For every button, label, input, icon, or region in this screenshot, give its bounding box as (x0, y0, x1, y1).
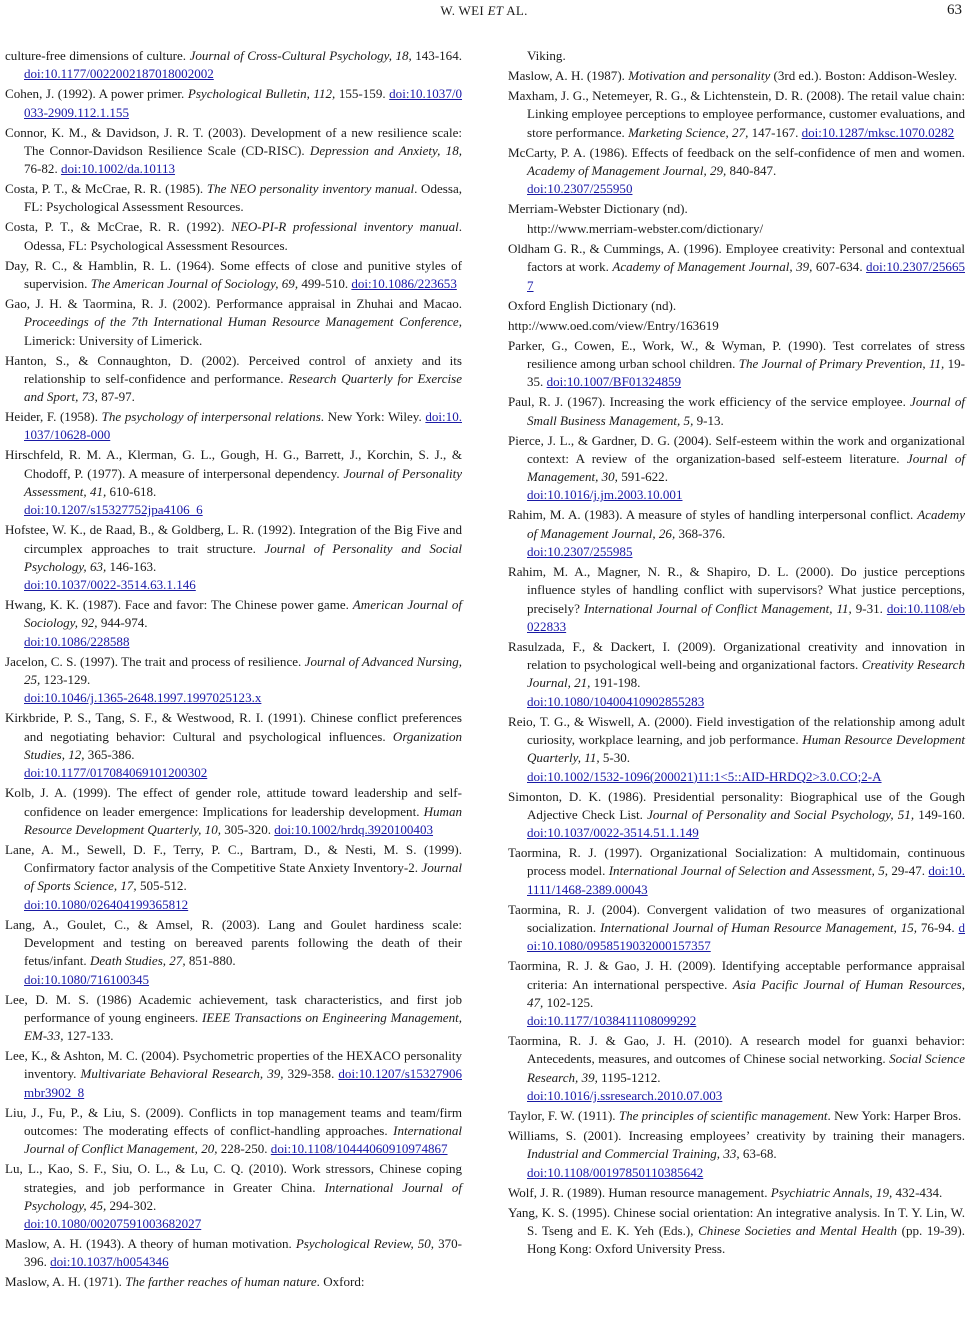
reference-source-title: The farther reaches of human nature (125, 1274, 317, 1290)
reference-source-title: Journal of Sports Science, 17, (24, 860, 462, 894)
doi-link[interactable]: doi:10.1007/BF01324859 (546, 374, 682, 390)
reference-text: 149-160. (914, 806, 965, 822)
reference-entry (508, 788, 965, 843)
reference-text: Merriam-Webster Dictionary (nd). (508, 201, 688, 217)
reference-source-title: International Journal of Psychology, 45, (24, 1179, 462, 1213)
reference-text: 87-97. (97, 389, 135, 405)
doi-link[interactable]: doi:10.1108/eb022833 (527, 600, 965, 634)
doi-link[interactable]: doi:10.1207/s15327752jpa4106_6 (24, 502, 203, 518)
reference-text: . New York: Harper Bros. (827, 1108, 962, 1124)
reference-text: Taormina, R. J. & Gao, J. H. (2009). Identifying acceptable performance appraisal criteria: An international perspective. (508, 958, 965, 992)
doi-link[interactable]: doi:10.2307/255985 (527, 543, 633, 559)
reference-source-title: Academy of Management Journal, 26, (527, 507, 965, 541)
doi-link[interactable]: doi:10.2307/256657 (527, 259, 965, 293)
doi-link[interactable]: doi:10.1046/j.1365-2648.1997.1997025123.x (24, 690, 262, 706)
reference-text: 155-159. (335, 86, 390, 102)
doi-link[interactable]: doi:10.1177/0022002187018002002 (24, 66, 214, 82)
reference-entry (508, 844, 965, 899)
doi-link[interactable]: doi:10.1037/0033-2909.112.1.155 (24, 86, 463, 120)
reference-text: Taormina, R. J. & Gao, J. H. (2010). A research model for guanxi behavior: Antecedents, measures, and outcomes of Chinese social networking. (508, 1033, 965, 1067)
doi-link[interactable]: doi:10.1177/1038411108099292 (527, 1013, 697, 1029)
reference-source-title: Organization Studies, 12, (24, 728, 462, 762)
reference-source-title: Journal of Personality and Social Psychology, 51, (647, 806, 915, 822)
reference-entry (508, 638, 965, 711)
reference-entry (508, 297, 965, 315)
reference-text: 123-129. (40, 672, 91, 688)
reference-entry (508, 1204, 965, 1259)
reference-text: . Odessa, FL: Psychological Assessment Resources. (24, 181, 462, 215)
reference-source-title: Journal of Cross-Cultural Psychology, 18, (189, 48, 412, 63)
reference-entry (508, 87, 965, 142)
reference-entry (5, 916, 462, 989)
reference-text: Gao, J. H. & Taormina, R. J. (2002). Performance appraisal in Zhuhai and Macao. (5, 295, 462, 311)
reference-text: Pierce, J. L., & Gardner, D. G. (2004). Self-esteem within the work and organizational context: A review of the organization-based self-esteem literature. (508, 432, 965, 466)
reference-text: Taormina, R. J. (1997). Organizational Socialization: A multidomain, continuous process model. (508, 845, 965, 879)
reference-source-title: Journal of Personality Assessment, 41, (24, 465, 462, 500)
reference-text: 5-30. (599, 750, 631, 766)
reference-text: Wolf, J. R. (1989). Human resource management. (508, 1184, 771, 1200)
references-column-left (5, 47, 462, 1293)
reference-text: 63-68. (739, 1146, 777, 1162)
running-head (0, 0, 968, 40)
reference-text: 19-35. (527, 355, 965, 390)
reference-entry (5, 521, 462, 594)
reference-text: 102-125. (543, 994, 594, 1010)
reference-source-title: Psychological Review, 50, (295, 1236, 435, 1252)
reference-source-title: Chinese Societies and Mental Health (698, 1222, 898, 1238)
running-head-title (0, 3, 968, 19)
reference-source-title: Creativity Research Journal, 21, (527, 657, 965, 691)
reference-entry (5, 180, 462, 217)
reference-text: 499-510. (298, 276, 352, 291)
reference-entry (5, 47, 462, 84)
reference-entry (5, 446, 462, 519)
reference-text: Heider, F. (1958). (5, 409, 102, 425)
reference-text: 294-302. (106, 1197, 157, 1213)
reference-entry (508, 220, 965, 238)
doi-link[interactable]: doi:10.1080/00207591003682027 (24, 1216, 202, 1232)
reference-source-title: Psychiatric Annals, 19, (770, 1184, 893, 1200)
doi-link[interactable]: doi:10.1037/0022-3514.63.1.146 (24, 577, 196, 593)
reference-text: Kolb, J. A. (1999). The effect of gender role, attitude toward leadership and self-confidence on leader emergence: Implications for leadership development. (5, 785, 462, 819)
reference-text: Liu, J., Fu, P., & Liu, S. (2009). Conflicts in top management teams and team/firm outcomes: The moderating effects of conflict-handling approaches. (5, 1104, 462, 1138)
doi-link[interactable]: doi:10.1080/10400410902855283 (527, 693, 705, 709)
reference-source-title: The NEO personality inventory manual (206, 181, 415, 197)
reference-source-title: Multivariate Behavioral Research, 39, (80, 1066, 284, 1082)
reference-text: 591-622. (617, 469, 668, 485)
doi-link[interactable]: doi:10.1016/j.jm.2003.10.001 (527, 487, 683, 503)
reference-text: Williams, S. (2001). Increasing employees’ creativity by training their managers. (508, 1128, 965, 1144)
reference-source-title: NEO-PI-R professional inventory manual (231, 219, 459, 235)
reference-source-title: International Journal of Selection and Assessment, 5, (608, 863, 888, 879)
reference-entry (508, 393, 965, 430)
reference-text: Taylor, F. W. (1911). (508, 1108, 619, 1124)
doi-link[interactable]: doi:10.2307/255950 (527, 181, 633, 197)
reference-text: Taormina, R. J. (2004). Convergent validation of two measures of organizational socialization. (508, 901, 965, 936)
reference-text: 432-434. (892, 1184, 943, 1200)
reference-text: Rasulzada, F., & Dackert, I. (2009). Organizational creativity and innovation in relation to psychological well-being and organizational factors. (508, 638, 965, 673)
reference-text: http://www.oed.com/view/Entry/163619 (508, 317, 719, 333)
reference-text: Costa, P. T., & McCrae, R. R. (1992). (5, 219, 232, 235)
doi-link[interactable]: doi:10.1287/mksc.1070.0282 (801, 124, 955, 140)
reference-text: 368-376. (675, 525, 726, 541)
reference-text: Lee, K., & Ashton, M. C. (2004). Psychometric properties of the HEXACO personality inventory. (5, 1048, 462, 1082)
reference-text: . Odessa, FL: Psychological Assessment Resources. (24, 219, 462, 253)
reference-text: Hofstee, W. K., de Raad, B., & Goldberg, L. R. (1992). Integration of the Big Five and circumplex approaches to trait structure. (5, 522, 462, 556)
doi-link[interactable]: doi:10.1002/1532-1096(200021)11:1<5::AID-HRDQ2>3.0.CO;2-A (527, 768, 882, 784)
reference-text: Cohen, J. (1992). A power primer. (5, 86, 188, 102)
reference-text: 9-13. (693, 412, 724, 428)
doi-link[interactable]: doi:10.1002/hrdq.3920100403 (274, 821, 434, 837)
reference-entry (5, 124, 462, 179)
reference-source-title: Motivation and personality (628, 67, 771, 83)
reference-text: Day, R. C., & Hamblin, R. L. (1964). Some effects of close and punitive styles of supervision. (5, 257, 462, 291)
reference-text: culture-free dimensions of culture. (5, 48, 190, 63)
reference-text: Lu, L., Kao, S. F., Siu, O. L., & Lu, C. Q. (2010). Work stressors, Chinese coping strategies, and job performance in Greater China. (5, 1161, 462, 1195)
reference-source-title: International Journal of Conflict Management, 20, (24, 1122, 462, 1157)
reference-text: Rahim, M. A. (1983). A measure of styles of handling interpersonal conflict. (508, 507, 918, 523)
reference-source-title: Proceedings of the 7th International Human Resource Management Conference (24, 314, 459, 330)
reference-text: Viking. (527, 48, 566, 63)
reference-source-title: The Journal of Primary Prevention, 11, (738, 355, 945, 371)
reference-source-title: International Journal of Human Resource Management, 15, (600, 920, 918, 936)
reference-entry (508, 144, 965, 199)
reference-entry (508, 957, 965, 1030)
reference-text: 944-974. (97, 615, 148, 631)
running-head-et: ET (487, 3, 504, 18)
reference-source-title: Death Studies, 27, (89, 953, 186, 969)
reference-text: 851-880. (185, 953, 236, 969)
reference-entry (508, 713, 965, 786)
reference-entry (508, 67, 965, 85)
reference-source-title: The principles of scientific management (618, 1108, 828, 1124)
reference-entry (5, 841, 462, 914)
reference-source-title: The psychology of interpersonal relations (101, 409, 321, 425)
reference-text: . New York: Wiley. (320, 409, 426, 425)
reference-source-title: Journal of Personality and Social Psychology, 63, (24, 540, 462, 574)
doi-link[interactable]: doi:10.1177/017084069101200302 (24, 765, 208, 781)
reference-text: Maslow, A. H. (1987). (508, 67, 629, 83)
reference-entry (5, 408, 462, 445)
reference-source-title: Research Quarterly for Exercise and Sport, 73, (24, 370, 462, 405)
reference-source-title: IEEE Transactions on Engineering Management, EM-33, (24, 1009, 462, 1044)
reference-text: 365-386. (84, 746, 135, 762)
doi-link[interactable]: doi:10.1037/10628-000 (24, 409, 462, 443)
reference-text: 305-320. (220, 821, 275, 837)
reference-entry (5, 218, 462, 255)
running-head-authors: W. WEI (440, 3, 484, 18)
reference-source-title: American Journal of Sociology, 92, (24, 597, 463, 631)
reference-entry (5, 596, 462, 651)
reference-entry (5, 1047, 462, 1102)
reference-text: Yang, K. S. (1995). Chinese social orientation: An integrative analysis. In T. Y. Lin, W. S. Tseng and E. K. Yeh (Eds.), (508, 1204, 965, 1238)
reference-text: Oldham G. R., & Cummings, A. (1996). Employee creativity: Personal and contextual factors at work. (508, 241, 965, 275)
reference-entry (508, 337, 965, 392)
reference-entry (508, 1107, 965, 1125)
reference-text: 329-358. (283, 1066, 339, 1082)
doi-link[interactable]: doi:10.1111/1468-2389.00043 (527, 863, 965, 897)
reference-text: Maslow, A. H. (1943). A theory of human motivation. (5, 1236, 296, 1252)
doi-link[interactable]: doi:10.1080/0958519032000157357 (527, 920, 965, 954)
reference-entry (508, 563, 965, 636)
doi-link[interactable]: doi:10.1086/228588 (24, 633, 130, 649)
doi-link[interactable]: doi:10.1037/h0054346 (50, 1254, 169, 1270)
reference-text: 146-163. (106, 558, 157, 574)
reference-source-title: Marketing Science, 27, (628, 124, 749, 140)
doi-link[interactable]: doi:10.1016/j.ssresearch.2010.07.003 (527, 1088, 723, 1104)
reference-entry (5, 295, 462, 350)
reference-entry (508, 317, 965, 335)
reference-source-title: International Journal of Conflict Management, 11, (583, 600, 852, 616)
reference-entry (508, 901, 965, 956)
reference-source-title: Academy of Management Journal, 29, (527, 162, 727, 178)
reference-text: 9-31. (851, 600, 887, 616)
reference-text: Paul, R. J. (1967). Increasing the work efficiency of the service employee. (508, 394, 911, 410)
reference-text: Hanton, S., & Connaughton, D. (2002). Perceived control of anxiety and its relationship to self-confidence and performance. (5, 352, 462, 386)
reference-text: 147-167. (748, 124, 802, 140)
reference-text: 607-634. (812, 259, 867, 275)
reference-entry (508, 47, 965, 65)
reference-entry (508, 1127, 965, 1182)
reference-text: Maxham, J. G., Netemeyer, R. G., & Lichtenstein, D. R. (2008). The retail value chain: Linking employee perceptions to employee performance, customer evaluations, and store performance. (508, 87, 965, 140)
reference-entry (5, 257, 462, 294)
reference-entry (5, 85, 462, 122)
reference-text: 76-94. (917, 920, 959, 936)
reference-text: 1195-1212. (597, 1069, 661, 1085)
reference-entry (508, 506, 965, 561)
reference-text: Costa, P. T., & McCrae, R. R. (1985). (5, 181, 207, 197)
reference-source-title: Journal of Small Business Management, 5, (527, 394, 965, 428)
reference-text: Hwang, K. K. (1987). Face and favor: The Chinese power game. (5, 597, 353, 613)
reference-entry (5, 1104, 462, 1159)
doi-link[interactable]: doi:10.1080/716100345 (24, 971, 150, 987)
reference-text: . Oxford: (316, 1274, 365, 1290)
doi-link[interactable]: doi:10.1080/026404199365812 (24, 896, 189, 912)
reference-source-title: Industrial and Commercial Training, 33, (527, 1146, 740, 1162)
reference-entry (5, 352, 462, 407)
reference-entry (5, 1273, 462, 1291)
reference-source-title: Social Science Research, 39, (527, 1051, 965, 1085)
references-column-right (508, 47, 965, 1260)
reference-source-title: Asia Pacific Journal of Human Resources, 47, (527, 976, 965, 1010)
reference-entry (508, 1184, 965, 1202)
reference-text: Connor, K. M., & Davidson, J. R. T. (2003). Development of a new resilience scale: The Connor-Davidson Resilience Scale (CD-RISC). (5, 124, 462, 158)
reference-entry (5, 784, 462, 839)
reference-text: Hirschfeld, R. M. A., Klerman, G. L., Gough, H. G., Barrett, J., Korchin, S. J., & Chodoff, P. (1977). A measure of interpersonal dependency. (5, 447, 462, 481)
reference-entry (5, 709, 462, 782)
reference-source-title: Human Resource Development Quarterly, 11, (527, 732, 965, 766)
reference-source-title: The American Journal of Sociology, 69, (90, 276, 299, 291)
running-head-al: AL. (506, 3, 528, 18)
reference-text: 127-133. (63, 1028, 114, 1044)
reference-source-title: Journal of Management, 30, (527, 450, 965, 485)
reference-text: 143-164. (411, 48, 462, 63)
reference-text: 505-512. (136, 878, 187, 894)
reference-source-title: Depression and Anxiety, 18, (309, 142, 462, 158)
doi-link[interactable]: doi:10.1086/223653 (351, 276, 457, 291)
reference-text: 29-47. (888, 863, 929, 879)
reference-text: Reio, T. G., & Wiswell, A. (2000). Field investigation of the relationship among adult curiosity, workplace learning, and job performance. (508, 713, 965, 747)
reference-text: 370-396. (24, 1236, 462, 1270)
reference-entry (508, 200, 965, 218)
reference-entry (508, 240, 965, 295)
reference-text: 76-82. (24, 161, 61, 177)
reference-text: Maslow, A. H. (1971). (5, 1274, 126, 1290)
reference-entry (5, 653, 462, 708)
doi-link[interactable]: doi:10.1207/s15327906mbr3902_8 (24, 1066, 462, 1100)
reference-text: 840-847. (726, 162, 777, 178)
reference-text: 610-618. (106, 484, 157, 500)
page-number: 63 (947, 2, 962, 18)
reference-text: 228-250. (217, 1141, 271, 1157)
reference-text: Parker, G., Cowen, E., Work, W., & Wyman, P. (1990). Test correlates of stress resilience among urban school children. (508, 337, 965, 371)
doi-link[interactable]: doi:10.1037/0022-3514.51.1.149 (527, 825, 699, 841)
reference-text: , Limerick: University of Limerick. (24, 314, 462, 348)
reference-source-title: Psychological Bulletin, 112, (187, 86, 336, 102)
reference-text: Lee, D. M. S. (1986) Academic achievement, task characteristics, and first job performance of young engineers. (5, 991, 462, 1025)
reference-text: Jacelon, C. S. (1997). The trait and process of resilience. (5, 653, 305, 669)
reference-source-title: Human Resource Development Quarterly, 10, (24, 803, 462, 837)
reference-text: (3rd ed.). Boston: Addison-Wesley. (770, 67, 958, 83)
reference-text: Lang, A., Goulet, C., & Amsel, R. (2003). Lang and Goulet hardiness scale: Development and testing on bereaved parents following the death of their fetus/infant. (5, 916, 462, 969)
reference-text: Rahim, M. A., Magner, N. R., & Shapiro, D. L. (2000). Do justice perceptions influence styles of handling conflict with supervisors? What justice perceptions, precisely? (508, 563, 965, 616)
doi-link[interactable]: doi:10.1108/00197850110385642 (527, 1164, 704, 1180)
reference-text: Oxford English Dictionary (nd). (508, 297, 677, 313)
reference-text: http://www.merriam-webster.com/dictionary/ (527, 221, 764, 237)
reference-source-title: Journal of Advanced Nursing, 25, (24, 653, 462, 688)
reference-text: 191-198. (590, 675, 641, 691)
reference-source-title: Academy of Management Journal, 39, (612, 259, 813, 275)
reference-entry (5, 1160, 462, 1233)
reference-entry (5, 991, 462, 1046)
doi-link[interactable]: doi:10.1002/da.10113 (60, 161, 176, 177)
reference-text: Simonton, D. K. (1986). Presidential personality: Biographical use of the Gough Adjective Check List. (508, 788, 965, 822)
reference-entry (508, 1032, 965, 1105)
reference-text: Kirkbride, P. S., Tang, S. F., & Westwood, R. I. (1991). Chinese conflict preferences and negotiating behavior: Cultural and psychological influences. (5, 710, 462, 744)
reference-entry (5, 1235, 462, 1272)
reference-text: McCarty, P. A. (1986). Effects of feedback on the self-confidence of men and women. (508, 144, 965, 160)
doi-link[interactable]: doi:10.1108/10444060910974867 (270, 1141, 448, 1157)
reference-text: Lane, A. M., Sewell, D. F., Terry, P. C., Bartram, D., & Nesti, M. S. (1999). Confirmatory factor analysis of the Competitive State Anxiety Inventory-2. (5, 841, 462, 876)
reference-text: (pp. 19-39). Hong Kong: Oxford University Press. (527, 1222, 965, 1257)
reference-entry (508, 432, 965, 505)
